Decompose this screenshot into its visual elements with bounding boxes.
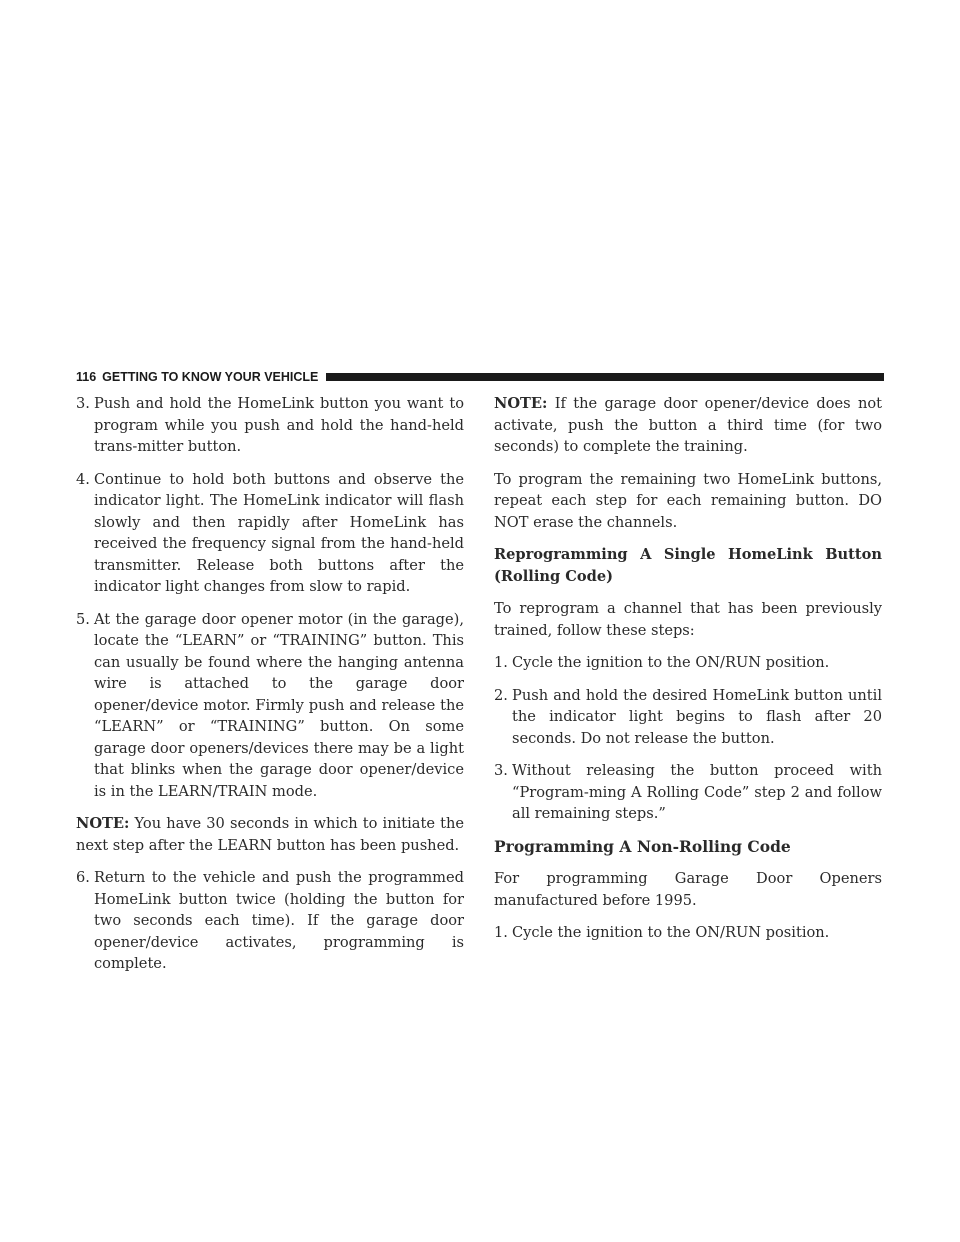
paragraph: To reprogram a channel that has been previously trained, follow these steps:	[494, 600, 882, 639]
list-item	[76, 393, 464, 458]
step-text: Continue to hold both buttons and observe the indicator light. The HomeLink indicator will flash slowly and then rapidly after HomeLink has received the frequency signal from the hand-held transmitter. Release both buttons after the indicator light changes from slow to rapid.	[94, 470, 464, 595]
note-label: NOTE:	[76, 815, 130, 832]
list-item	[76, 609, 464, 803]
list-item	[494, 685, 882, 750]
step-text: At the garage door opener motor (in the garage), locate the “LEARN” or “TRAINING” button. This can usually be found where the hanging antenna wire is attached to the garage door opener/device motor. Firmly push and release the “LEARN” or “TRAINING” button. On some garage door openers/devices there may be a light that blinks when the garage door opener/device is in the LEARN/TRAIN mode.	[94, 610, 464, 800]
list-item	[494, 922, 882, 944]
page-number: 116	[76, 370, 97, 384]
left-column	[76, 393, 464, 986]
note-paragraph	[76, 813, 464, 856]
section-heading: Reprogramming A Single HomeLink Button (Rolling Code)	[494, 546, 882, 585]
step-text: Cycle the ignition to the ON/RUN position.	[512, 924, 830, 941]
step-number: 4.	[76, 470, 90, 488]
paragraph: For programming Garage Door Openers manufactured before 1995.	[494, 870, 882, 909]
step-number: 3.	[494, 762, 508, 779]
step-text: Return to the vehicle and push the programmed HomeLink button twice (holding the button for two seconds each time). If the garage door opener/device activates, programming is complete.	[94, 869, 464, 972]
step-text: Push and hold the desired HomeLink button until the indicator light begins to flash after 20 seconds. Do not release the button.	[512, 686, 882, 747]
note-text: You have 30 seconds in which to initiate the next step after the LEARN button has been pushed.	[76, 815, 464, 854]
step-number: 3.	[76, 395, 90, 412]
list-item	[494, 760, 882, 825]
step-number: 6.	[76, 869, 90, 886]
list-item	[494, 652, 882, 674]
note-label: NOTE:	[494, 395, 548, 412]
step-text: Cycle the ignition to the ON/RUN position.	[512, 654, 830, 671]
list-item	[76, 469, 464, 598]
step-number: 1.	[494, 924, 508, 941]
section-heading: Programming A Non-Rolling Code	[494, 836, 791, 856]
note-text: If the garage door opener/device does not activate, push the button a third time (for two seconds) to complete the training.	[494, 395, 882, 455]
step-number: 2.	[494, 686, 508, 704]
page-header	[76, 369, 884, 385]
section-title: GETTING TO KNOW YOUR VEHICLE	[102, 370, 319, 384]
step-text: Without releasing the button proceed with “Program-ming A Rolling Code” step 2 and follow all remaining steps.”	[512, 762, 882, 822]
note-paragraph	[494, 393, 882, 458]
right-column	[494, 393, 882, 955]
header-rule	[326, 373, 884, 381]
paragraph: To program the remaining two HomeLink buttons, repeat each step for each remaining button. DO NOT erase the channels.	[494, 470, 882, 531]
list-item	[76, 867, 464, 975]
step-text: Push and hold the HomeLink button you want to program while you push and hold the hand-held trans-mitter button.	[94, 395, 464, 455]
step-number: 1.	[494, 654, 508, 671]
step-number: 5.	[76, 610, 90, 628]
